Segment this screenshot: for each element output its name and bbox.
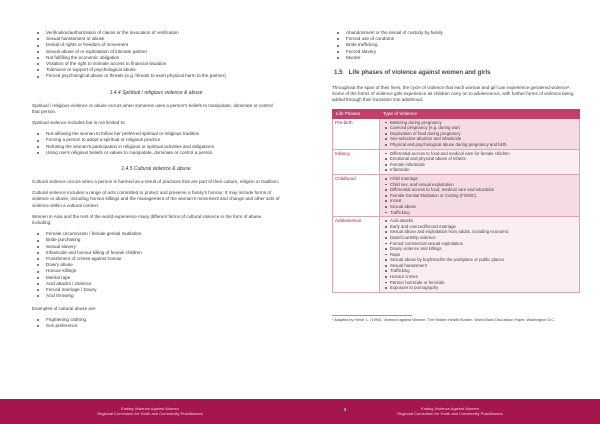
list-item: Not fulfilling the economic obligation [32, 55, 280, 61]
bullet-list-top [32, 30, 280, 80]
violence-type-item: Date/Courtship violence [382, 235, 577, 241]
violence-type-item: Sex-selective abortion and infanticide [382, 136, 577, 142]
violence-type-item: Sexual abuse [382, 204, 577, 210]
list-item: Using one's religious beliefs or values to manipulate, dominate or control a person [32, 150, 280, 156]
paragraph-cultural-abuse: Examples of cultural abuse are: [32, 305, 97, 311]
bullet-list-top-right [332, 30, 580, 61]
violence-type-item: Partner homicide or femicide [382, 280, 577, 286]
list-item: Sexual harassment or abuse [32, 36, 280, 42]
life-phase-cell: Childhood [333, 174, 380, 216]
bullet-list-cultural-abuse [32, 317, 280, 329]
right-page-content [332, 30, 580, 323]
violence-type-item: Battering during pregnancy [382, 120, 577, 126]
right-page-number: 2 [343, 407, 347, 412]
footer-line-1-right: Ending Violence Against Women [421, 406, 479, 411]
list-item: Female circumcision / female genital mutilation [32, 231, 280, 237]
right-page [300, 0, 600, 424]
violence-types-cell [380, 174, 580, 216]
right-footer [300, 399, 600, 424]
violence-type-item: Deprivation of food during pregnancy [382, 131, 577, 137]
subheading-cultural-violence: 1.4.5 Cultural violence & abuse [121, 166, 191, 173]
violence-type-item: Infanticide [382, 167, 577, 173]
violence-type-item: Physical and psychological abuse during pregnancy and birth [382, 142, 577, 148]
list-item: Forced psychological abuse or threats (e.g. threats to exert physical harm to the partner) [32, 73, 280, 79]
footer-text-right [300, 406, 600, 416]
list-item: Forced marriage / Dowry [32, 287, 280, 293]
paragraph-cultural-honour: Cultural violence includes a range of acts committed to protect and preserve a family's honour. It may include forms of violence or abuse, including honour killings and the management of the woman's movement and change and other acts of violence within a cultural context. [32, 190, 280, 208]
list-item: Refusing the woman's participation in religious or spiritual activities and obligations [32, 144, 280, 150]
list-item: Not allowing the woman to follow her preferred spiritual or religious tradition [32, 131, 280, 137]
bullet-list-spiritual [32, 131, 280, 156]
table-row [333, 174, 580, 216]
life-phases-table [332, 109, 580, 293]
violence-type-item: Acid attacks [382, 218, 577, 224]
violence-type-item: Dowry violence and killings [382, 246, 577, 252]
footer-line-1: Ending Violence Against Women [121, 406, 179, 411]
list-item: Verification/authorization of claims or the invocation of verification [32, 30, 280, 36]
paragraph-spiritual-definition: Spiritual / religious violence or abuse occurs when someone uses a person's beliefs to manipulate, dominate or control that person. [32, 102, 273, 114]
list-item: Tolerance or support of psychological abuse [32, 67, 280, 73]
section-title: Life phases of violence against women and girls [348, 69, 491, 77]
violence-types-cell [380, 149, 580, 174]
list-item: Acid attacks / violence [32, 281, 280, 287]
list-item: Acid throwing [32, 293, 280, 299]
table-row [333, 217, 580, 293]
section-number: 1.5 [334, 69, 343, 77]
violence-types-cell [380, 118, 580, 149]
violence-type-item: Incest [382, 198, 577, 204]
list-item: Bride trafficking [332, 42, 580, 48]
list-item: Violation of the right to intimate access to financial situation [32, 61, 280, 67]
list-item: Punishment of crimes against honour [32, 256, 280, 262]
left-page-content [32, 30, 280, 329]
violence-type-item: Emotional and physical abuse of infants [382, 156, 577, 162]
list-item: Son preference [32, 323, 280, 329]
list-item: Murder [332, 55, 580, 61]
violence-type-item: Honour crimes [382, 274, 577, 280]
violence-type-item: Trafficking [382, 210, 577, 216]
footer-line-2-right: Regional Curriculum for Youth and Community Practitioners [397, 411, 503, 417]
list-item: Frightening clothing [32, 317, 280, 323]
list-item: Infanticide and honour killing of female children [32, 250, 280, 256]
list-item: Denial of rights or freedom of movement [32, 42, 280, 48]
violence-type-item: Differential access to food, medical care and education [382, 187, 577, 193]
violence-type-item: Sexual abuse by boyfriend/in the workplace or public places [382, 257, 577, 263]
violence-type-item: Exposure to pornography [382, 285, 577, 291]
list-item: Honour killings [32, 268, 280, 274]
table-header-row [333, 109, 580, 118]
footnote-divider [332, 315, 412, 316]
footer-text [0, 406, 300, 416]
list-item: Bride purchasing [32, 237, 280, 243]
violence-type-item: Coerced pregnancy (e.g. during war) [382, 125, 577, 131]
violence-type-item: Female infanticide [382, 162, 577, 168]
list-item: Forced use of condoms [332, 36, 580, 42]
life-phase-cell: Infancy [333, 149, 380, 174]
violence-type-item: Differential access to food and medical care for female children [382, 151, 577, 157]
section-heading [334, 69, 580, 76]
list-item: Sexual abuse of or exploitation of intimate partner [32, 49, 280, 55]
violence-type-item: Child marriage [382, 176, 577, 182]
table-body [333, 118, 580, 292]
violence-types-cell [380, 217, 580, 293]
col-header-life-phases: Life Phases [333, 109, 380, 118]
list-item: Dowry abuse [32, 262, 280, 268]
list-item: Marital rape [32, 275, 280, 281]
violence-type-item: Female Genital Mutilation or Cutting (FGM/C) [382, 193, 577, 199]
life-phase-cell: Adolescence [333, 217, 380, 293]
col-header-type-of-violence: Type of Violence [380, 109, 580, 118]
left-footer [0, 399, 300, 424]
section-intro: Throughout the span of their lives, the cycle of violence that each woman and girl can experience gendered violence¹. Some of the forms of violence girls experience as children carry on to adolescence, with further forms of violence being added through their transition into adulthood. [332, 85, 574, 103]
list-item: Sexual slavery [32, 244, 280, 250]
violence-type-item: Sexual abuse and exploitation from adults, including economic [382, 229, 577, 235]
violence-type-item: Trafficking [382, 268, 577, 274]
bullet-list-cultural [32, 231, 280, 299]
paragraph-cultural-examples-intro: Women in Asia and the rest of the world experience many different forms of cultural violence in the form of abuse including: [32, 213, 262, 226]
violence-type-item: Rape [382, 252, 577, 258]
life-phase-cell: Pre-birth [333, 118, 380, 149]
violence-type-item: Early and coerced/forced marriage [382, 224, 577, 230]
violence-type-item: Child sex, and sexual exploitation [382, 182, 577, 188]
list-item: Forcing a person to adopt a spiritual or religious practice [32, 137, 280, 143]
paragraph-cultural-definition: Cultural violence occurs when a person is harmed as a result of practices that are part of their culture, religion or tradition. [32, 179, 279, 185]
list-item: Forced slavery [332, 49, 580, 55]
footnote: ¹ Adapted by Heise, L. (1994). Violence against Women: The Hidden Health Burden. World Bank Discussion Paper. Washington D.C. [332, 318, 556, 323]
table-row [333, 118, 580, 149]
violence-type-item: Forced commercial sexual exploitation [382, 241, 577, 247]
list-item: Abandonment or the denial of custody by family [332, 30, 580, 36]
subheading-spiritual-violence: 1.4.4 Spiritual / religious violence & abuse [109, 89, 203, 96]
paragraph-spiritual-intro: Spiritual violence includes but is not limited to: [32, 120, 126, 126]
footer-line-2: Regional Curriculum for Youth and Community Practitioners [97, 411, 203, 417]
violence-type-item: Sexual harassment [382, 263, 577, 269]
table-row [333, 149, 580, 174]
